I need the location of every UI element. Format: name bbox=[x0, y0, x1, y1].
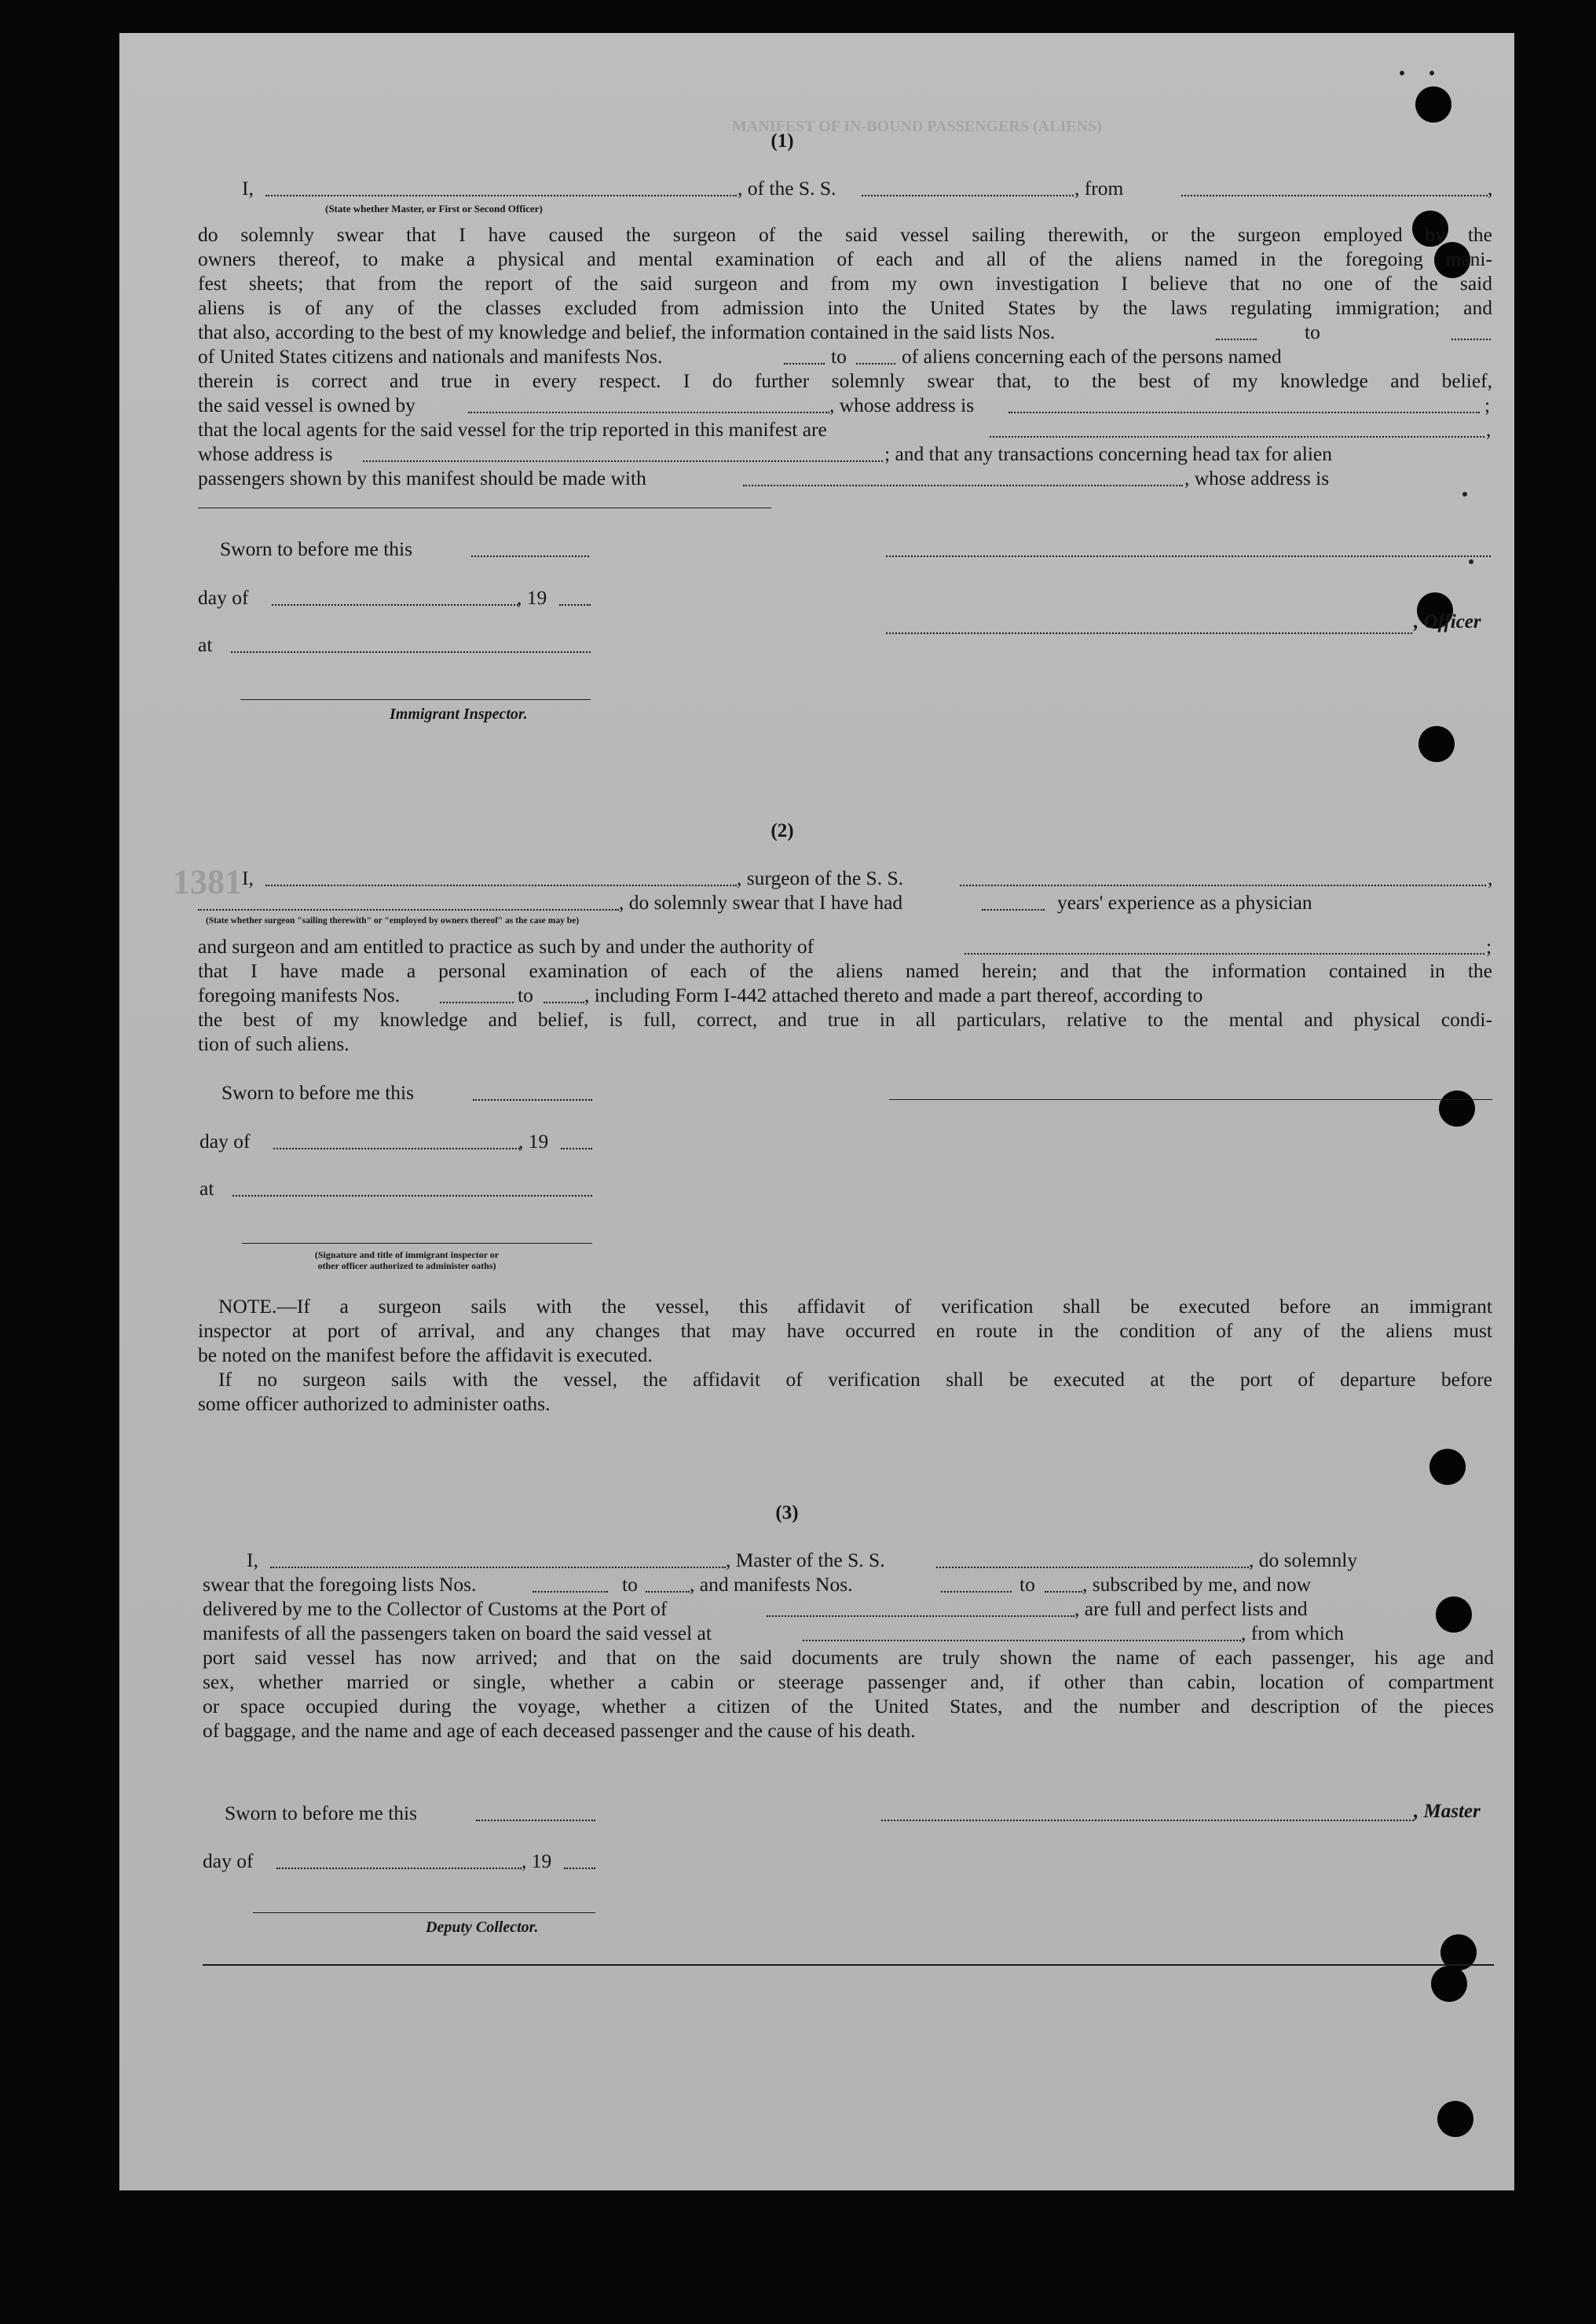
sec1-sworn-day-blank[interactable] bbox=[471, 555, 589, 557]
section-2-number: (2) bbox=[771, 820, 794, 841]
sec2-manifests-to-blank[interactable] bbox=[544, 1002, 584, 1003]
sec2-year-label: , 19 bbox=[518, 1130, 549, 1153]
sec3-text-line: sex, whether married or single, whether a cabin or steerage passenger and, if other than cabin, location of compartment bbox=[203, 1670, 1494, 1693]
sec1-dayof-label: day of bbox=[198, 586, 249, 609]
sec2-authority-label: and surgeon and am entitled to practice as such by and under the authority of bbox=[198, 935, 814, 958]
sec1-rank-note: (State whether Master, or First or Second Officer) bbox=[325, 203, 543, 214]
sec2-swear-label: , do solemnly swear that I have had bbox=[619, 891, 903, 914]
sec2-i-label: I, bbox=[242, 867, 254, 889]
sec1-officer-signature-blank[interactable] bbox=[886, 555, 1491, 557]
sec3-port-label: delivered by me to the Collector of Customs at the Port of bbox=[203, 1597, 668, 1620]
section-1-number: (1) bbox=[771, 130, 794, 152]
sec3-year-label: , 19 bbox=[522, 1849, 552, 1872]
sec2-sworn-day-blank[interactable] bbox=[473, 1099, 592, 1101]
sec2-years-label: years' experience as a physician bbox=[1057, 891, 1312, 914]
sec1-text-line: do solemnly swear that I have caused the surgeon of the said vessel sailing therewith, or the surgeon employed by the bbox=[198, 223, 1492, 246]
sec1-headtax-agent-blank[interactable] bbox=[743, 485, 1183, 486]
sec1-owned-label: the said vessel is owned by bbox=[198, 394, 415, 416]
sec2-manifests-label: foregoing manifests Nos. bbox=[198, 984, 401, 1006]
sec1-officer-title-blank[interactable] bbox=[886, 632, 1412, 634]
sec3-swear-label: , do solemnly bbox=[1249, 1549, 1358, 1571]
sec3-lists-label: swear that the foregoing lists Nos. bbox=[203, 1573, 477, 1596]
sec1-lists-to-label: to bbox=[1305, 321, 1320, 343]
speck bbox=[1400, 71, 1404, 75]
sec3-boarded-label: manifests of all the passengers taken on board the said vessel at bbox=[203, 1622, 712, 1644]
sec2-surgeon-name-blank[interactable] bbox=[265, 885, 737, 886]
sec2-surgeon-signature-line[interactable] bbox=[889, 1099, 1492, 1100]
sec2-official-signature-line[interactable] bbox=[242, 1243, 592, 1244]
sec2-sworn-label: Sworn to before me this bbox=[221, 1081, 415, 1104]
sec3-vessel-blank[interactable] bbox=[936, 1567, 1249, 1568]
sec1-manifests-from-blank[interactable] bbox=[784, 363, 825, 365]
sec1-inspector-label: Immigrant Inspector. bbox=[390, 706, 528, 723]
sec3-i-label: I, bbox=[247, 1549, 258, 1571]
sec1-text-line: fest sheets; that from the report of the said surgeon and from my own investigation I believe that no one of the said bbox=[198, 272, 1492, 295]
sec1-month-blank[interactable] bbox=[272, 604, 518, 606]
sec1-passengers-label: passengers shown by this manifest should be made with bbox=[198, 467, 646, 489]
sec1-semicolon: ; bbox=[1484, 394, 1491, 416]
sec1-manifests-text: of United States citizens and nationals and manifests Nos. bbox=[198, 345, 663, 368]
sec2-surgeon-note: (State whether surgeon "sailing therewith" or "employed by owners thereof" as the case may be) bbox=[206, 916, 580, 926]
sec1-from-label: , from bbox=[1074, 177, 1124, 200]
punch-hole bbox=[1415, 86, 1451, 123]
section-3-number: (3) bbox=[775, 1502, 799, 1523]
sec2-text-line: the best of my knowledge and belief, is full, correct, and true in all particulars, relative to the mental and physical condi- bbox=[198, 1008, 1492, 1031]
sec1-agents-label: that the local agents for the said vessel for the trip reported in this manifest are bbox=[198, 418, 827, 441]
speck bbox=[1429, 71, 1434, 75]
sec3-to-label: to bbox=[1019, 1573, 1035, 1596]
sec1-year-blank[interactable] bbox=[559, 604, 591, 606]
sec2-note-line: be noted on the manifest before the affidavit is executed. bbox=[198, 1343, 653, 1366]
sec1-whose-address-label: , whose address is bbox=[1184, 467, 1330, 489]
sec1-sworn-label: Sworn to before me this bbox=[220, 537, 413, 560]
sec3-sworn-label: Sworn to before me this bbox=[225, 1802, 418, 1824]
sec1-text-line: owners thereof, to make a physical and mental examination of each and all of the aliens named in the foregoing mani- bbox=[198, 247, 1492, 270]
sec1-comma: , bbox=[1488, 177, 1493, 200]
sec3-master-label: , Master of the S. S. bbox=[726, 1549, 885, 1571]
sec3-manifests-from-blank[interactable] bbox=[941, 1591, 1012, 1593]
sec2-signature-note: other officer authorized to administer oaths) bbox=[317, 1260, 496, 1271]
sec3-lists-to-blank[interactable] bbox=[646, 1591, 690, 1593]
punch-hole bbox=[1436, 1596, 1472, 1633]
bottom-rule bbox=[203, 1964, 1494, 1966]
sec2-to-label: to bbox=[518, 984, 533, 1006]
speck bbox=[1469, 559, 1473, 564]
sec1-owner-address-blank[interactable] bbox=[1008, 412, 1480, 413]
sec3-month-blank[interactable] bbox=[276, 1868, 522, 1869]
sec2-month-blank[interactable] bbox=[273, 1148, 520, 1149]
sec1-lists-to-blank[interactable] bbox=[1451, 339, 1491, 340]
sec1-lists-text: that also, according to the best of my knowledge and belief, the information contained in the said lists Nos. bbox=[198, 321, 1056, 343]
manifest-verification-page bbox=[119, 33, 1514, 2190]
sec2-at-label: at bbox=[200, 1177, 214, 1200]
sec2-signature-note: (Signature and title of immigrant inspector or bbox=[314, 1249, 500, 1260]
sec3-departure-port-blank[interactable] bbox=[803, 1640, 1241, 1641]
sec3-year-blank[interactable] bbox=[564, 1868, 595, 1869]
sec1-agent-address-label: whose address is bbox=[198, 442, 333, 465]
sec2-text-line: that I have made a personal examination of each of the aliens named herein; and that the information contained in the bbox=[198, 959, 1492, 982]
speck bbox=[1462, 492, 1467, 497]
sec2-note-line: NOTE.—If a surgeon sails with the vessel, this affidavit of verification shall be executed before an immigrant bbox=[218, 1295, 1492, 1318]
bleed-through-header: MANIFEST OF IN-BOUND PASSENGERS (ALIENS) bbox=[732, 118, 1102, 135]
sec3-to-label: to bbox=[622, 1573, 638, 1596]
sec2-vessel-blank[interactable] bbox=[960, 885, 1486, 886]
sec2-semicolon: ; bbox=[1486, 935, 1492, 958]
sec1-manifests-to-blank[interactable] bbox=[856, 363, 895, 365]
sec1-officer-label: , Officer bbox=[1414, 611, 1481, 632]
punch-hole bbox=[1431, 1966, 1467, 2002]
sec2-note-line: inspector at port of arrival, and any changes that may have occurred en route in the condition of any of the aliens must bbox=[198, 1319, 1492, 1342]
bleed-through-stamp: 1381 bbox=[173, 863, 242, 901]
sec3-dayof-label: day of bbox=[203, 1849, 254, 1872]
sec1-text-line: aliens is of any of the classes excluded from admission into the United States by the laws regulating immigration; and bbox=[198, 296, 1492, 319]
sec1-inspector-signature-line[interactable] bbox=[240, 699, 591, 700]
punch-hole bbox=[1429, 1449, 1466, 1485]
sec3-deputy-label: Deputy Collector. bbox=[426, 1919, 539, 1936]
sec3-master-name-blank[interactable] bbox=[270, 1567, 726, 1568]
sec3-lists-perfect-label: , are full and perfect lists and bbox=[1074, 1597, 1308, 1620]
sec2-manifests-from-blank[interactable] bbox=[440, 1002, 514, 1003]
sec1-agent-address-blank[interactable] bbox=[363, 460, 883, 462]
sec1-comma: , bbox=[1486, 418, 1492, 441]
sec1-agents-blank[interactable] bbox=[990, 436, 1484, 438]
sec1-owner-blank[interactable] bbox=[468, 412, 829, 413]
sec2-text-line: tion of such aliens. bbox=[198, 1032, 350, 1055]
sec2-form-text: , including Form I-442 attached thereto and made a part thereof, according to bbox=[584, 984, 1203, 1006]
sec3-deputy-signature-line[interactable] bbox=[253, 1912, 595, 1913]
sec2-surgeon-type-blank[interactable] bbox=[198, 909, 619, 911]
sec1-vessel-blank[interactable] bbox=[862, 195, 1074, 196]
sec1-lists-from-blank[interactable] bbox=[1216, 339, 1257, 340]
sec3-from-which-label: , from which bbox=[1241, 1622, 1345, 1644]
sec3-text-line: of baggage, and the name and age of each deceased passenger and the cause of his death. bbox=[203, 1719, 916, 1742]
punch-hole bbox=[1437, 2101, 1473, 2137]
sec2-note-line: some officer authorized to administer oaths. bbox=[198, 1392, 551, 1415]
sec3-text-line: port said vessel has now arrived; and that on the said documents are truly shown the name of each passenger, his age and bbox=[203, 1646, 1494, 1669]
sec3-lists-from-blank[interactable] bbox=[533, 1591, 608, 1593]
sec1-i-label: I, bbox=[242, 177, 254, 200]
sec2-note-line: If no surgeon sails with the vessel, the affidavit of verification shall be executed at the port of departure before bbox=[218, 1368, 1492, 1391]
sec2-authority-blank[interactable] bbox=[965, 953, 1484, 955]
sec3-master-signature-blank[interactable] bbox=[881, 1820, 1414, 1821]
sec3-port-blank[interactable] bbox=[767, 1615, 1074, 1617]
sec2-year-blank[interactable] bbox=[561, 1148, 592, 1149]
sec2-place-blank[interactable] bbox=[232, 1195, 592, 1197]
sec2-dayof-label: day of bbox=[200, 1130, 251, 1153]
sec3-sworn-day-blank[interactable] bbox=[476, 1820, 595, 1821]
sec3-master-sign-label: , Master bbox=[1414, 1801, 1481, 1822]
punch-hole bbox=[1418, 726, 1455, 762]
sec1-at-label: at bbox=[198, 633, 213, 656]
sec2-comma: , bbox=[1488, 867, 1493, 889]
sec2-surgeon-of-label: , surgeon of the S. S. bbox=[737, 867, 904, 889]
sec3-text-line: or space occupied during the voyage, whether a citizen of the United States, and the number and description of the pieces bbox=[203, 1695, 1494, 1717]
sec3-manifests-to-blank[interactable] bbox=[1045, 1591, 1082, 1593]
sec1-year-label: , 19 bbox=[517, 586, 547, 609]
punch-hole bbox=[1439, 1091, 1475, 1127]
sec3-subscribed-label: , subscribed by me, and now bbox=[1082, 1573, 1312, 1596]
sec1-headtax-text: ; and that any transactions concerning head tax for alien bbox=[884, 442, 1332, 465]
sec1-of-ss-label: , of the S. S. bbox=[738, 177, 836, 200]
sec1-text-line: therein is correct and true in every respect. I do further solemnly swear that, to the best of my knowledge and belief, bbox=[198, 369, 1492, 392]
sec3-manifests-label: , and manifests Nos. bbox=[690, 1573, 853, 1596]
sec1-officer-rank-blank[interactable] bbox=[265, 195, 737, 196]
sec2-years-blank[interactable] bbox=[982, 909, 1045, 911]
sec1-aliens-text: of aliens concerning each of the persons named bbox=[902, 345, 1282, 368]
sec1-place-blank[interactable] bbox=[231, 651, 591, 653]
sec1-owner-address-label: , whose address is bbox=[829, 394, 975, 416]
sec1-from-blank[interactable] bbox=[1181, 195, 1488, 196]
sec1-manifests-to-label: to bbox=[831, 345, 847, 368]
